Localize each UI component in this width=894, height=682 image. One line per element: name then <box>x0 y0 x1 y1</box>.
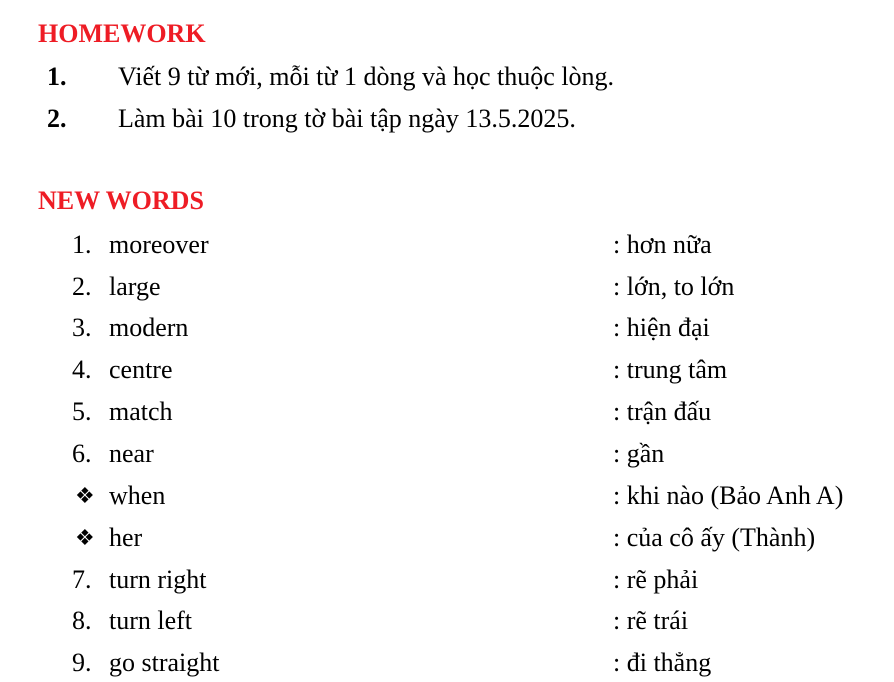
word-meaning: : rẽ phải <box>613 565 699 594</box>
word-list-item <box>0 313 894 343</box>
word-meaning: : hơn nữa <box>613 230 712 259</box>
word-meaning: : trung tâm <box>613 355 728 384</box>
word-list-item <box>0 481 894 511</box>
word-number: 1. <box>72 230 92 259</box>
word-meaning: : đi thẳng <box>613 648 712 677</box>
word-list-item <box>0 230 894 260</box>
word-list-item <box>0 523 894 553</box>
word-term: moreover <box>109 230 209 259</box>
word-term: centre <box>109 355 173 384</box>
diamond-bullet-icon: ❖ <box>75 483 95 508</box>
word-meaning: : trận đấu <box>613 397 712 426</box>
new-words-heading: NEW WORDS <box>38 186 204 215</box>
word-meaning: : rẽ trái <box>613 606 689 635</box>
word-list-item <box>0 606 894 636</box>
word-meaning: : khi nào (Bảo Anh A) <box>613 481 844 510</box>
word-meaning: : hiện đại <box>613 313 710 342</box>
word-meaning: : gần <box>613 439 665 468</box>
word-term: when <box>109 481 166 510</box>
word-list-item <box>0 439 894 469</box>
word-list-item <box>0 648 894 678</box>
word-term: go straight <box>109 648 220 677</box>
homework-item-text: Làm bài 10 trong tờ bài tập ngày 13.5.2025. <box>118 104 576 133</box>
word-number: 2. <box>72 272 92 301</box>
word-term: near <box>109 439 154 468</box>
homework-item-text: Viết 9 từ mới, mỗi từ 1 dòng và học thuộc lòng. <box>118 62 615 91</box>
word-term: her <box>109 523 143 552</box>
word-term: modern <box>109 313 189 342</box>
homework-item <box>0 104 894 134</box>
homework-item <box>0 62 894 92</box>
word-term: turn right <box>109 565 207 594</box>
word-number: 8. <box>72 606 92 635</box>
word-number: 4. <box>72 355 92 384</box>
word-meaning: : của cô ấy (Thành) <box>613 523 816 552</box>
word-term: match <box>109 397 173 426</box>
word-list-item <box>0 565 894 595</box>
word-list-item <box>0 397 894 427</box>
word-number: 3. <box>72 313 92 342</box>
homework-item-number: 2. <box>47 104 67 133</box>
word-number: 6. <box>72 439 92 468</box>
homework-item-number: 1. <box>47 62 67 91</box>
word-number: 7. <box>72 565 92 594</box>
word-list-item <box>0 272 894 302</box>
word-term: turn left <box>109 606 193 635</box>
diamond-bullet-icon: ❖ <box>75 525 95 550</box>
word-term: large <box>109 272 161 301</box>
homework-heading: HOMEWORK <box>38 19 206 48</box>
word-meaning: : lớn, to lớn <box>613 272 735 301</box>
word-number: 5. <box>72 397 92 426</box>
word-number: 9. <box>72 648 92 677</box>
word-list-item <box>0 355 894 385</box>
